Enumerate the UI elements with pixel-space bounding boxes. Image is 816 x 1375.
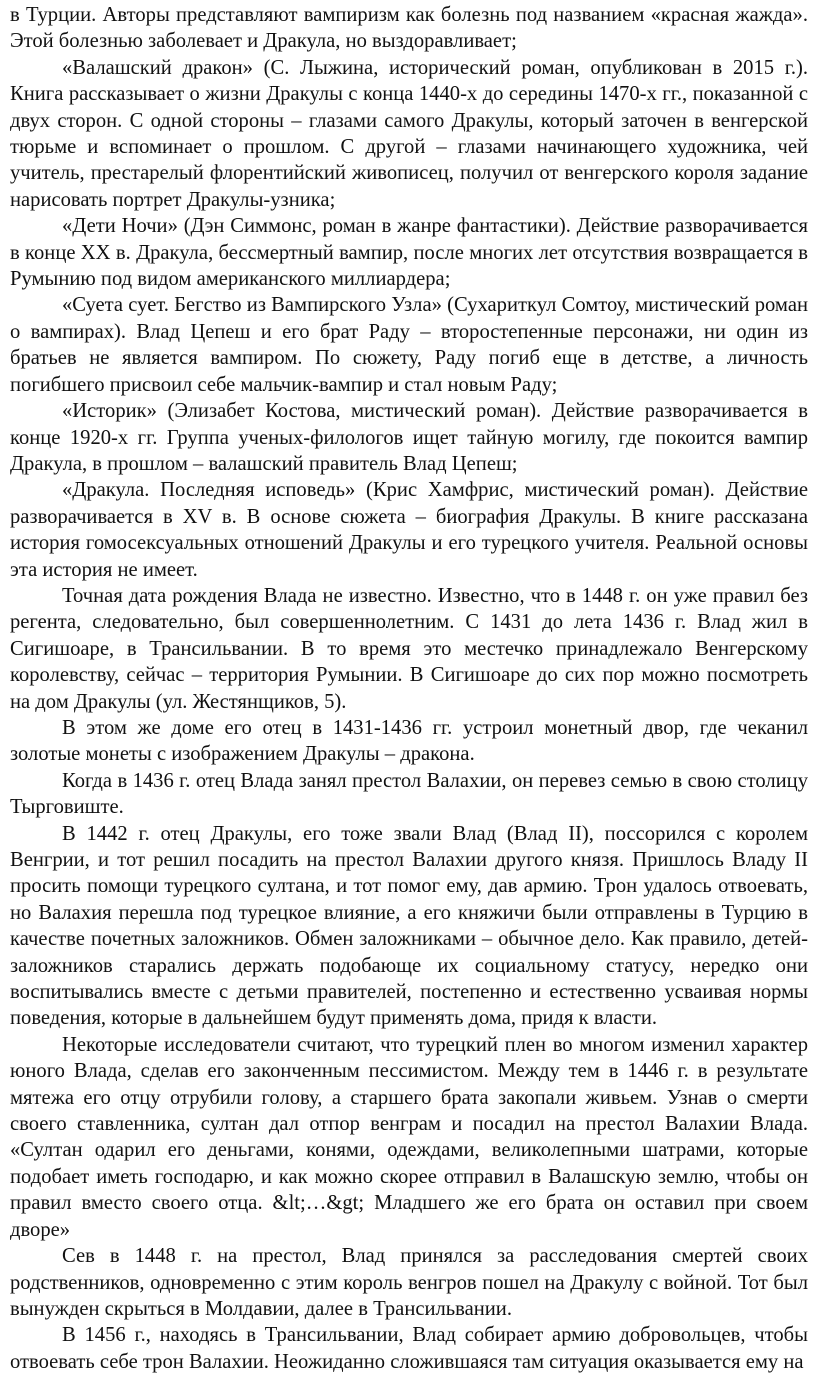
paragraph-6: «Дракула. Последняя исповедь» (Крис Хамфрис, мистический роман). Действие разворачивается в XV в. В основе сюжета – биография Дракулы. В книге рассказана история гомосексуальных отношений Дракулы и его турецкого учителя. Реальной основы эта история не имеет. — [10, 479, 808, 581]
paragraph-3: «Дети Ночи» (Дэн Симмонс, роман в жанре фантастики). Действие разворачивается в конце XX в. Дракула, бессмертный вампир, после многих лет отсутствия возвращается в Румынию под видом американского миллиардера; — [10, 215, 808, 291]
paragraph-8: В этом же доме его отец в 1431-1436 гг. устроил монетный двор, где чеканил золотые монеты с изображением Дракулы – дракона. — [10, 716, 808, 766]
paragraph-4: «Суета сует. Бегство из Вампирского Узла» (Сухариткул Сомтоу, мистический роман о вампирах). Влад Цепеш и его брат Раду – второстепенные персонажи, ни один из братьев не является вампиром. По сюжету, Раду погиб еще в детстве, а личность погибшего присвоил себе мальчик-вампир и стал новым Раду; — [10, 294, 808, 396]
paragraph-12: Сев в 1448 г. на престол, Влад принялся за расследования смертей своих родственников, одновременно с этим король венгров пошел на Дракулу с войной. Тот был вынужден скрыться в Молдавии, далее в Трансильвании. — [10, 1245, 808, 1320]
paragraph-2: «Валашский дракон» (С. Лыжина, исторический роман, опубликован в 2015 г.). Книга рассказывает о жизни Дракулы с конца 1440-х до середины 1470-х гг., показанной с двух сторон. С одной стороны – глазами самого Дракулы, который заточен в венгерской тюрьме и вспоминает о прошлом. С другой – глазами начинающего художника, чей учитель, престарелый флорентийский живописец, получил от венгерского короля задание нарисовать портрет Дракулы-узника; — [10, 56, 808, 211]
paragraph-1: в Турции. Авторы представляют вампиризм как болезнь под названием «красная жажда». Этой болезнью заболевает и Дракула, но выздоравливает; — [10, 4, 808, 53]
paragraph-10: В 1442 г. отец Дракулы, его тоже звали Влад (Влад II), поссорился с королем Венгрии, и тот решил посадить на престол Валахии другого князя. Пришлось Владу II просить помощи турецкого султана, и тот помог ему, дав армию. Трон удалось отвоевать, но Валахия перешла под турецкое влияние, а его княжичи были отправлены в Турцию в качестве почетных заложников. Обмен заложниками – обычное дело. Как правило, детей-заложников старались держать подобающе их социальному статусу, нередко они воспитывались вместе с детьми правителей, постепенно и естественно усваивая нормы поведения, которые в дальнейшем будут применять дома, придя к власти. — [10, 822, 808, 1030]
paragraph-13: В 1456 г., находясь в Трансильвании, Влад собирает армию добровольцев, чтобы отвоевать себе трон Валахии. Неожиданно сложившаяся там ситуация оказывается ему на — [10, 1324, 808, 1373]
paragraph-5: «Историк» (Элизабет Костова, мистический роман). Действие разворачивается в конце 1920-х гг. Группа ученых-филологов ищет тайную могилу, где покоится вампир Дракула, в прошлом – валашский правитель Влад Цепеш; — [10, 400, 808, 475]
paragraph-11: Некоторые исследователи считают, что турецкий плен во многом изменил характер юного Влада, сделав его законченным пессимистом. Между тем в 1446 г. в результате мятежа его отцу отрубили голову, а старшего брата закопали живьем. Узнав о смерти своего ставленника, султан дал отпор венграм и посадил на престол Валахии Влада. «Султан одарил его деньгами, конями, одеждами, великолепными шатрами, которые подобает иметь господарю, и как можно скорее отправил в Валашскую землю, чтобы он правил вместо своего отца. &lt;…&gt; Младшего же его брата он оставил при своем дворе» — [10, 1033, 808, 1241]
paragraph-7: Точная дата рождения Влада не известно. Известно, что в 1448 г. он уже правил без регента, следовательно, был совершеннолетним. С 1431 до лета 1436 г. Влад жил в Сигишоаре, в Трансильвании. В то время это местечко принадлежало Венгерскому королевству, сейчас – территория Румынии. В Сигишоаре до сих пор можно посмотреть на дом Дракулы (ул. Жестянщиков, 5). — [10, 584, 808, 713]
paragraph-9: Когда в 1436 г. отец Влада занял престол Валахии, он перевез семью в свою столицу Тырговиште. — [10, 769, 808, 819]
